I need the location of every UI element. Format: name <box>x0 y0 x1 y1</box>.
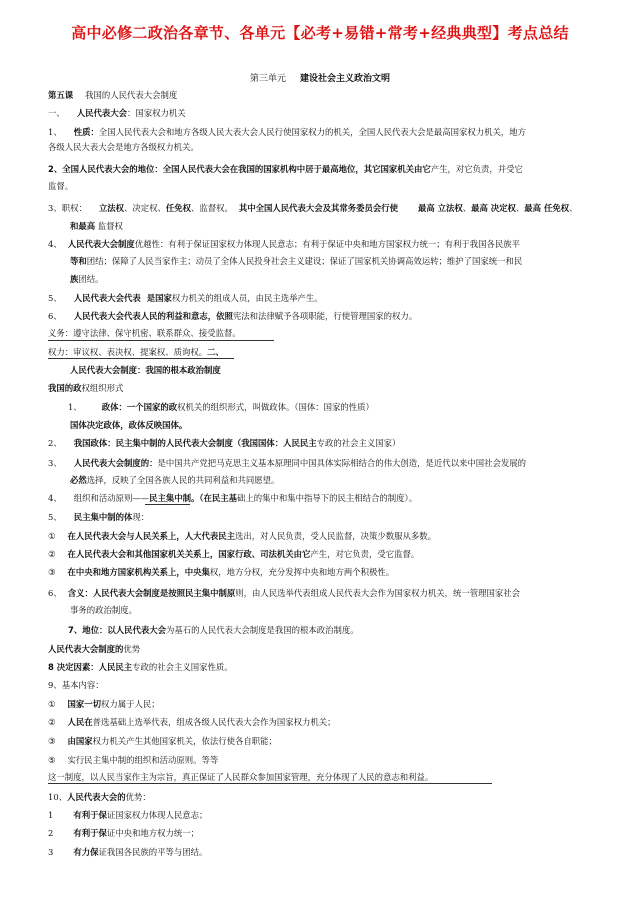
underline <box>145 504 190 505</box>
text-line: 10、人民代表大会的优势： <box>48 792 151 802</box>
text-line: 义务：遵守法律、保守机密、联系群众、接受监督。 <box>48 328 241 338</box>
text-line: 3、职权： 立法权、决定权、任免权、监督权。 其中全国人民代表大会及其常务委员会行使 最高 立法权、最高 决定权、最高 任免权、 <box>48 203 578 213</box>
unit-heading <box>0 71 640 84</box>
text-line: 5、 人民代表大会代表 是国家权力机关的组成人员，由民主选举产生。 <box>48 293 323 303</box>
text-line: 和最高 监督权 <box>70 221 123 231</box>
underline <box>48 358 234 359</box>
text-line: 4、 人民代表大会制度优越性：有利于保证国家权力体现人民意志；有利于保证中央和地方国家权力统一；有利于我国各民族平 <box>48 239 520 249</box>
section-heading-1: 一、 人民代表大会：国家权力机关 <box>48 108 186 118</box>
text-line: ⑤ 实行民主集中制的组织和活动原则。等等 <box>48 755 219 765</box>
text-line: 9、基本内容： <box>48 680 104 690</box>
unit-number: 第三单元 <box>249 74 286 84</box>
text-line: 等和团结；保障了人民当家作主；动员了全体人民投身社会主义建设；保证了国家机关协调高效运转；维护了国家统一和民 <box>70 256 523 266</box>
text-line: ② 在人民代表大会和其他国家机关关系上，国家行政、司法机关由它产生，对它负责，受它监督。 <box>48 549 420 559</box>
text-line: 各级人民大表大会是地方各级权力机关。 <box>48 142 199 152</box>
lesson-heading: 第五课 我国的人民代表大会制度 <box>48 90 178 100</box>
text-line: 2、 我国政体：民主集中制的人民代表大会制度（我国国体：人民民主专政的社会主义国家） <box>48 438 401 448</box>
text-line: 3、 人民代表大会制度的：是中国共产党把马克思主义基本原理同中国具体实际相结合的伟大创造，是近代以来中国社会发展的 <box>48 458 526 468</box>
text-line: 8 决定因素：人民民主专政的社会主义国家性质。 <box>48 662 233 672</box>
section-heading-2: 人民代表大会制度：我国的根本政治制度 <box>70 365 221 375</box>
text-line: 6、 人民代表大会代表人民的利益和意志，依照宪法和法律赋予各项职能，行使管理国家的权力。 <box>48 311 418 321</box>
text-line: 国体决定政体，政体反映国体。 <box>70 420 188 430</box>
text-line: 4、 组织和活动原则——民主集中制。（在民主基础上的集中和集中指导下的民主相结合的制度）。 <box>48 493 418 503</box>
document-title: 高中必修二政治各章节、各单元【必考+易错+常考+经典典型】考点总结 <box>71 24 569 42</box>
text-line: 监督。 <box>48 181 74 191</box>
text-line: ① 在人民代表大会与人民关系上，人大代表民主选出，对人民负责，受人民监督，决策少数服从多数。 <box>48 531 437 541</box>
text-line: 5、 民主集中制的体现： <box>48 512 150 522</box>
text-line: 1、 性质：全国人民代表大会和地方各级人民大表大会人民行使国家权力的机关，全国人民代表大会是最高国家权力机关，地方 <box>48 127 526 137</box>
text-line: 2、全国人民代表大会的地位：全国人民代表大会在我国的国家机构中居于最高地位，其它国家机关由它产生，对它负责，并受它 <box>48 164 523 174</box>
underline <box>48 783 492 784</box>
text-line: ③ 在中央和地方国家机构关系上，中央集权，地方分权，充分发挥中央和地方两个积极性。 <box>48 567 395 577</box>
text-line: 事务的政治制度。 <box>70 605 137 615</box>
text-line: 7、地位：以人民代表大会为基石的人民代表大会制度是我国的根本政治制度。 <box>68 625 359 635</box>
text-line: ① 国家一切权力属于人民； <box>48 699 160 709</box>
text-line: ② 人民在普选基础上选举代表，组成各级人民代表大会作为国家权力机关； <box>48 717 336 727</box>
text-line: 人民代表大会制度的优势 <box>48 644 141 654</box>
text-line: 1 有利于保证国家权力体现人民意志； <box>48 810 208 820</box>
text-line: 我国的政权组织形式 <box>48 383 124 393</box>
text-line: 2 有利于保证中央和地方权力统一； <box>48 828 199 838</box>
underline <box>48 340 274 341</box>
text-line: 3 有力保证我国各民族的平等与团结。 <box>48 847 208 857</box>
text-line: 权力：审议权、表决权、提案权、质询权。二、 <box>48 347 224 357</box>
text-line: 6、 含义：人民代表大会制度是按照民主集中制原则，由人民选举代表组成人民代表大会作为国家权力机关，统一管理国家社会 <box>48 588 520 598</box>
text-line: 族团结。 <box>70 274 104 284</box>
text-line: 1、 政体：一个国家的政权机关的组织形式，叫做政体。（国体：国家的性质） <box>68 402 374 412</box>
text-line: ③ 由国家权力机关产生其他国家机关，依法行使各自职能； <box>48 736 277 746</box>
unit-title: 建设社会主义政治文明 <box>300 74 391 84</box>
text-line: 必然选择，反映了全国各族人民的共同利益和共同愿望。 <box>70 475 280 485</box>
text-line: 这一制度，以人民当家作主为宗旨，真正保证了人民群众参加国家管理，充分体现了人民的意志和利益。 <box>48 772 434 782</box>
